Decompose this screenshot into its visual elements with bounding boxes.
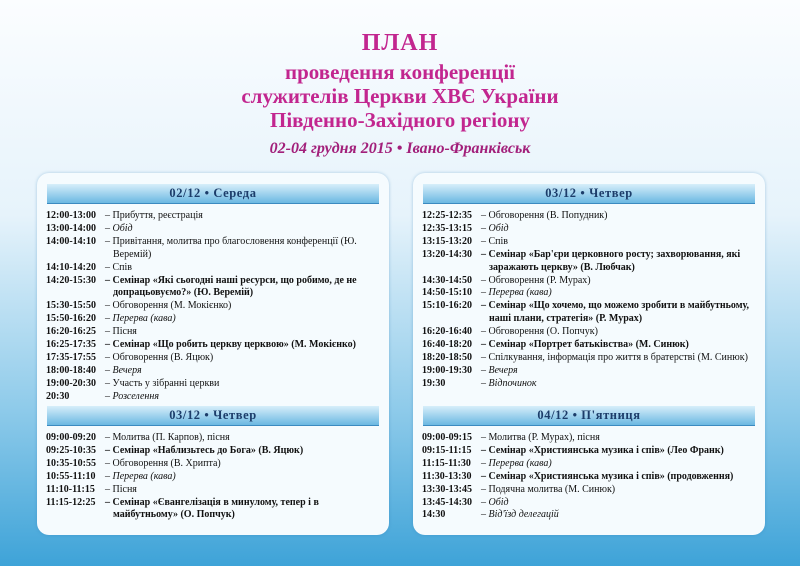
schedule-row [46, 275, 384, 301]
schedule-time: 13:45-14:30 [422, 496, 472, 508]
title-line-3: служителів Церкви ХВЄ України [241, 84, 559, 108]
schedule-row [422, 445, 760, 458]
plan-title: ПЛАН [361, 30, 439, 56]
schedule-row [46, 326, 384, 339]
schedule-row [422, 287, 760, 300]
schedule-time: 14:10-14:20 [46, 261, 96, 273]
schedule-activity: – Привітання, молитва про благословення конференції (Ю. Веремій) [105, 235, 357, 260]
schedule-row [46, 210, 384, 223]
schedule-activity: – Перерва (кава) [481, 457, 552, 469]
schedule-row [422, 249, 760, 275]
schedule-activity: – Обід [105, 222, 133, 234]
schedule-time: 16:20-16:25 [46, 326, 96, 338]
schedule-time: 11:15-12:25 [46, 496, 96, 508]
schedule-row [46, 471, 384, 484]
schedule-time: 10:35-10:55 [46, 457, 96, 469]
schedule-activity: – Перерва (кава) [105, 470, 176, 482]
schedule-row [46, 432, 384, 445]
schedule-row [46, 445, 384, 458]
schedule-time: 20:30 [46, 390, 70, 402]
schedule-time: 09:15-11:15 [422, 444, 472, 456]
date-location: 02-04 грудня 2015 • Івано-Франківськ [269, 140, 531, 157]
schedule-activity: – Вечеря [105, 364, 142, 376]
schedule-time: 10:55-11:10 [46, 470, 96, 482]
schedule-activity: – Перерва (кава) [481, 287, 552, 299]
schedule-activity: – Семінар «Бар'єри церковного росту; захворювання, які заражають церкву» (В. Любчак) [481, 248, 741, 273]
schedule-activity: – Семінар «Християнська музика і спів» (Лео Франк) [481, 444, 724, 456]
schedule-panel-left [37, 173, 389, 535]
schedule-activity: – Спілкування, інформація про життя в братерстві (М. Синюк) [481, 351, 748, 363]
schedule-activity: – Семінар «Що робить церкву церквою» (М. Мокієнко) [105, 339, 356, 351]
schedule-row [46, 391, 384, 404]
schedule-row [46, 300, 384, 313]
schedule-activity: – Обговорення (В. Яцюк) [105, 351, 214, 363]
day-heading: 03/12 • Четвер [423, 184, 755, 204]
schedule-activity: – Семінар «Що хочемо, що можемо зробити в майбутньому, наші плани, стратегія» (Р. Мурах) [481, 300, 750, 325]
schedule-activity: – Семінар «Євангелізація в минулому, тепер і в майбутньому» (О. Попчук) [105, 496, 319, 521]
schedule-time: 19:00-19:30 [422, 364, 472, 376]
schedule-time: 13:30-13:45 [422, 483, 472, 495]
schedule-activity: – Прибуття, реєстрація [105, 210, 203, 221]
schedule-time: 13:00-14:00 [46, 222, 96, 234]
schedule-row [422, 326, 760, 339]
schedule-time: 14:00-14:10 [46, 235, 96, 247]
schedule-row [46, 262, 384, 275]
schedule-time: 11:30-13:30 [422, 470, 472, 482]
schedule-row [422, 378, 760, 391]
schedule-activity: – Спів [481, 235, 509, 247]
schedule-time: 15:50-16:20 [46, 313, 96, 325]
schedule-time: 11:10-11:15 [46, 483, 95, 495]
schedule-activity: – Обід [481, 222, 509, 234]
schedule-row [422, 484, 760, 497]
schedule-row [46, 352, 384, 365]
schedule-row [422, 210, 760, 223]
schedule-row [46, 313, 384, 326]
schedule-activity: – Обговорення (М. Мокієнко) [105, 300, 232, 312]
schedule-time: 12:35-13:15 [422, 222, 472, 234]
schedule-time: 12:00-13:00 [46, 210, 96, 221]
schedule-time: 14:20-15:30 [46, 274, 96, 286]
schedule-row [422, 223, 760, 236]
schedule-activity: – Подячна молитва (М. Синюк) [481, 483, 616, 495]
schedule-activity: – Обговорення (О. Попчук) [481, 326, 598, 338]
schedule-list [46, 210, 384, 404]
schedule-row [422, 365, 760, 378]
schedule-activity: – Від'їзд делегацій [481, 509, 559, 521]
schedule-row [46, 339, 384, 352]
schedule-time: 15:30-15:50 [46, 300, 96, 312]
schedule-activity: – Перерва (кава) [105, 313, 176, 325]
schedule-row [422, 352, 760, 365]
schedule-time: 16:25-17:35 [46, 339, 96, 351]
schedule-row [422, 300, 760, 326]
schedule-time: 13:15-13:20 [422, 235, 472, 247]
schedule-time: 09:25-10:35 [46, 444, 96, 456]
schedule-row [46, 378, 384, 391]
schedule-time: 16:40-18:20 [422, 339, 472, 351]
schedule-activity: – Молитва (П. Карпов), пісня [105, 432, 230, 443]
schedule-time: 19:30 [422, 377, 446, 389]
title-line-4: Південно-Західного регіону [270, 108, 530, 132]
schedule-activity: – Відпочинок [481, 377, 537, 389]
schedule-activity: – Семінар «Які сьогодні наші ресурси, що робимо, де не допрацьовуємо?» (Ю. Веремій) [105, 274, 357, 299]
schedule-activity: – Обговорення (Р. Мурах) [481, 274, 591, 286]
schedule-row [422, 458, 760, 471]
day-heading: 03/12 • Четвер [47, 406, 379, 426]
schedule-row [46, 458, 384, 471]
day-heading: 02/12 • Середа [47, 184, 379, 204]
schedule-time: 14:30 [422, 509, 446, 521]
schedule-activity: – Семінар «Християнська музика і спів» (продовження) [481, 470, 734, 482]
schedule-time: 18:20-18:50 [422, 351, 472, 363]
schedule-row [422, 509, 760, 522]
schedule-activity: – Молитва (Р. Мурах), пісня [481, 432, 600, 443]
schedule-activity: – Пісня [105, 483, 137, 495]
schedule-row [46, 497, 384, 523]
schedule-activity: – Участь у зібранні церкви [105, 377, 220, 389]
schedule-activity: – Спів [105, 261, 133, 273]
day-heading: 04/12 • П'ятниця [423, 406, 755, 426]
schedule-row [46, 236, 384, 262]
schedule-time: 11:15-11:30 [422, 457, 471, 469]
schedule-time: 09:00-09:20 [46, 432, 96, 443]
title-line-2: проведення конференції [284, 60, 516, 84]
schedule-row [422, 432, 760, 445]
schedule-activity: – Вечеря [481, 364, 518, 376]
schedule-row [46, 223, 384, 236]
schedule-time: 15:10-16:20 [422, 300, 472, 312]
schedule-activity: – Семінар «Наблизьтесь до Бога» (В. Яцюк) [105, 444, 304, 456]
schedule-row [422, 471, 760, 484]
schedule-activity: – Пісня [105, 326, 137, 338]
schedule-time: 14:50-15:10 [422, 287, 472, 299]
schedule-row [422, 275, 760, 288]
schedule-row [422, 497, 760, 510]
schedule-list [422, 432, 760, 522]
schedule-time: 14:30-14:50 [422, 274, 472, 286]
schedule-panel-right [413, 173, 765, 535]
schedule-activity: – Розселення [105, 390, 159, 402]
schedule-activity: – Семінар «Портрет батьківства» (М. Синюк) [481, 339, 689, 351]
schedule-activity: – Обід [481, 496, 509, 508]
schedule-activity: – Обговорення (В. Попудник) [481, 210, 608, 221]
schedule-time: 09:00-09:15 [422, 432, 472, 443]
schedule-row [46, 484, 384, 497]
schedule-row [422, 236, 760, 249]
schedule-activity: – Обговорення (В. Хрипта) [105, 457, 221, 469]
schedule-row [422, 339, 760, 352]
schedule-time: 19:00-20:30 [46, 377, 96, 389]
schedule-list [422, 210, 760, 391]
schedule-time: 18:00-18:40 [46, 364, 96, 376]
schedule-time: 17:35-17:55 [46, 351, 96, 363]
schedule-time: 13:20-14:30 [422, 248, 472, 260]
schedule-time: 12:25-12:35 [422, 210, 472, 221]
schedule-time: 16:20-16:40 [422, 326, 472, 338]
schedule-list [46, 432, 384, 522]
schedule-row [46, 365, 384, 378]
